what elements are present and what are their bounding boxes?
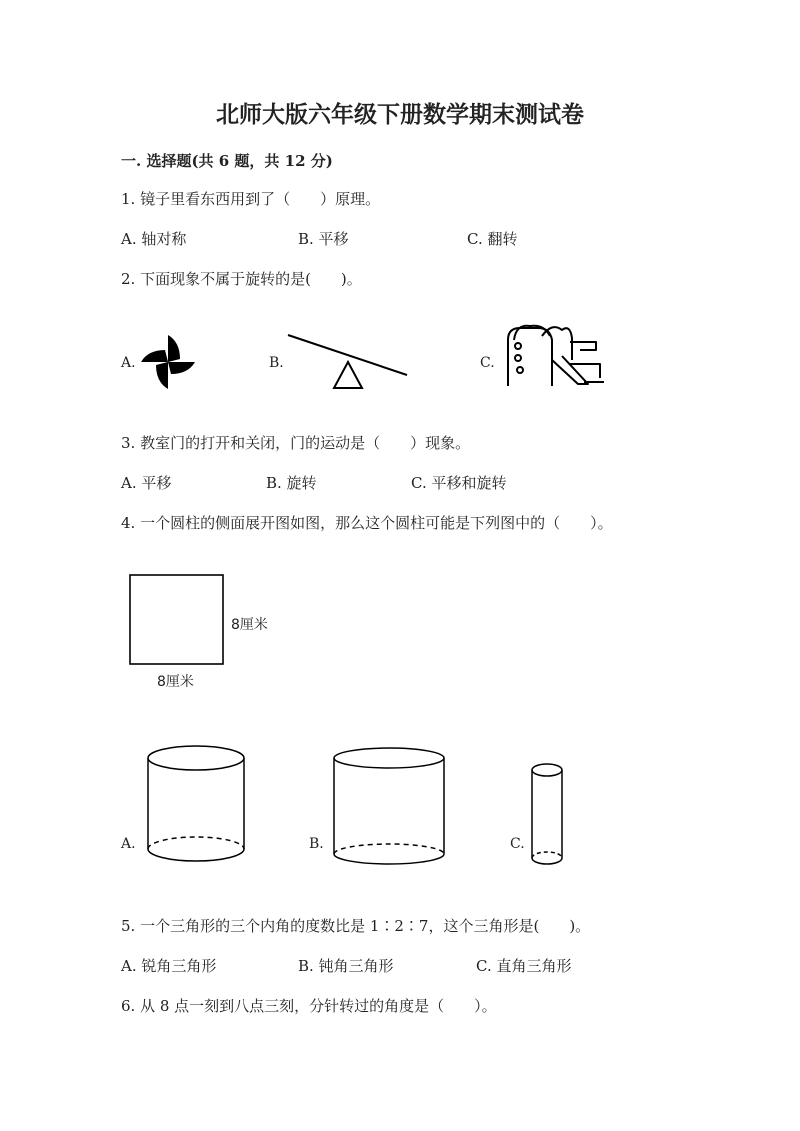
cylinder-a-image (146, 744, 246, 866)
q3-option-c: C. 平移和旋转 (411, 474, 507, 492)
question-6: 6. 从 8 点一刻到八点三刻，分针转过的角度是（ ）。 (121, 997, 497, 1015)
cylinder-c-image (530, 762, 566, 870)
seesaw-image (285, 330, 415, 392)
q4-option-b: B. (309, 836, 324, 852)
q3-option-a: A. 平移 (121, 474, 172, 492)
q2-option-a: A. (121, 355, 136, 371)
q2-option-b: B. (269, 355, 284, 371)
q5-option-b: B. 钝角三角形 (298, 957, 394, 975)
section-heading: 一. 选择题(共 6 题，共 12 分) (121, 152, 333, 170)
q2-option-c: C. (480, 355, 495, 371)
bottom-length-label: 8厘米 (157, 674, 194, 690)
square-net-image (129, 574, 225, 666)
page-title: 北师大版六年级下册数学期末测试卷 (216, 101, 584, 128)
q4-option-a: A. (121, 836, 136, 852)
q1-option-c: C. 翻转 (467, 230, 518, 248)
question-1: 1. 镜子里看东西用到了（ ）原理。 (121, 190, 381, 208)
slide-image (500, 320, 608, 390)
q1-option-a: A. 轴对称 (121, 230, 187, 248)
q1-option-b: B. 平移 (298, 230, 349, 248)
cylinder-b-image (332, 746, 448, 868)
q5-option-a: A. 锐角三角形 (121, 957, 217, 975)
pinwheel-image (138, 332, 198, 392)
question-4: 4. 一个圆柱的侧面展开图如图，那么这个圆柱可能是下列图中的（ ）。 (121, 514, 613, 532)
question-3: 3. 教室门的打开和关闭，门的运动是（ ）现象。 (121, 434, 471, 452)
question-5: 5. 一个三角形的三个内角的度数比是 1∶2∶7，这个三角形是( )。 (121, 917, 591, 935)
q4-option-c: C. (510, 836, 525, 852)
side-length-label: 8厘米 (231, 617, 268, 633)
q5-option-c: C. 直角三角形 (476, 957, 572, 975)
q3-option-b: B. 旋转 (266, 474, 317, 492)
question-2: 2. 下面现象不属于旋转的是( )。 (121, 270, 362, 288)
